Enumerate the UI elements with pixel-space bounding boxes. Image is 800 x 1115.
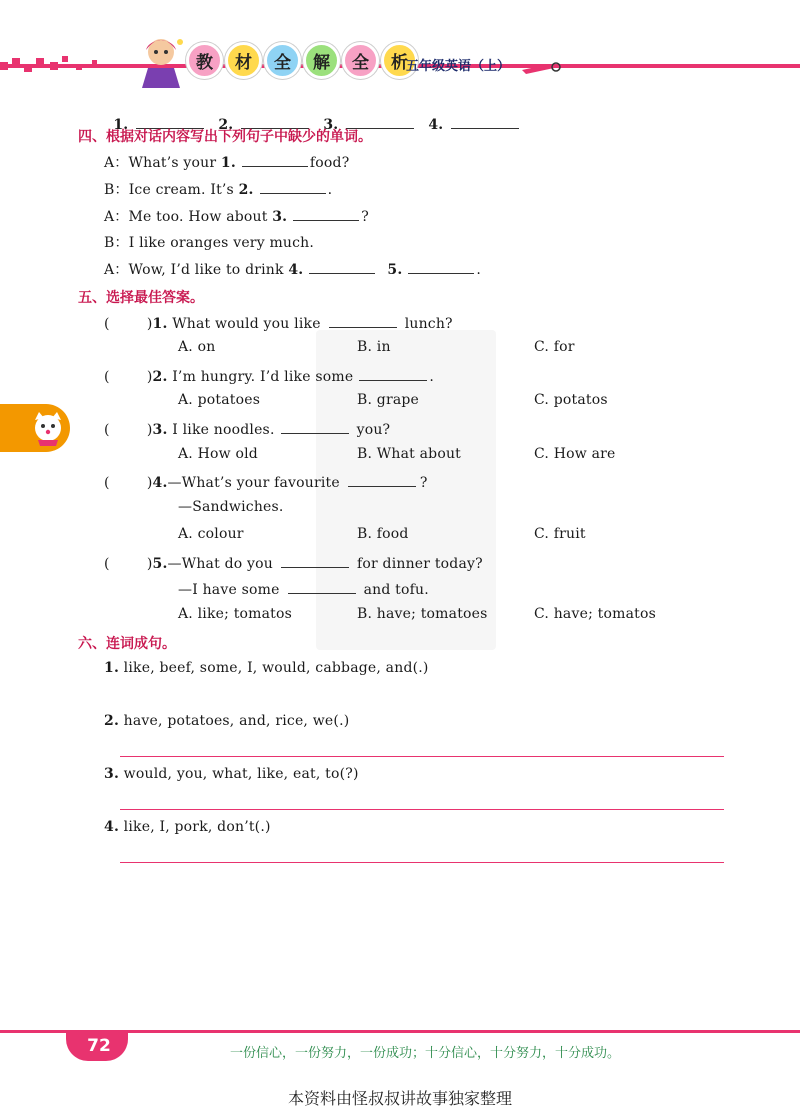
question-5-reply: —I have some and tofu. — [178, 579, 429, 598]
page-number: 72 — [87, 1036, 111, 1056]
dialogue-line: A：Me too. How about 3. ? — [104, 206, 369, 226]
answer-blank[interactable] — [242, 152, 308, 167]
dialogue-line: A：Wow, I’d like to drink 4. 5. . — [104, 259, 481, 279]
question-2: ( )2. I’m hungry. I’d like some . — [104, 366, 434, 385]
title-badge: 材 — [225, 42, 262, 79]
title-badge: 析 — [381, 42, 418, 79]
question-5: ( )5.—What do you for dinner today? — [104, 553, 483, 572]
option-c[interactable]: C. fruit — [534, 526, 586, 542]
sentence-item-3: 3. would, you, what, like, eat, to(?) — [104, 766, 359, 782]
section-4-title: 四、根据对话内容写出下列句子中缺少的单词。 — [78, 129, 372, 145]
section-5-title: 五、选择最佳答案。 — [78, 290, 204, 306]
sentence-item-4: 4. like, I, pork, don’t(.) — [104, 819, 271, 835]
sentence-item-2: 2. have, potatoes, and, rice, we(.) — [104, 713, 350, 729]
answer-paren[interactable]: ( ) — [104, 316, 153, 332]
answer-blank[interactable] — [359, 366, 427, 381]
option-b[interactable]: B. have; tomatoes — [357, 606, 488, 622]
answer-blank[interactable] — [260, 179, 326, 194]
option-a[interactable]: A. How old — [178, 446, 258, 462]
answer-paren[interactable]: ( ) — [104, 475, 153, 491]
option-b[interactable]: B. in — [357, 339, 391, 355]
cartoon-girl-icon — [136, 34, 186, 90]
answer-paren[interactable]: ( ) — [104, 369, 153, 385]
answer-blank[interactable] — [408, 259, 474, 274]
option-c[interactable]: C. How are — [534, 446, 616, 462]
answer-paren[interactable]: ( ) — [104, 556, 153, 572]
option-a[interactable]: A. potatoes — [178, 392, 261, 408]
dialogue-line: B：I like oranges very much. — [104, 235, 315, 251]
title-badge: 全 — [342, 42, 379, 79]
footer-motto: 一份信心，一份努力，一份成功；十分信心，十分努力，十分成功。 — [230, 1046, 621, 1061]
answer-blank[interactable] — [281, 419, 349, 434]
blank-number: 1. — [113, 117, 129, 133]
cartoon-cat-icon — [30, 410, 66, 446]
dialogue-line: A：What’s your 1. food? — [104, 152, 349, 172]
question-4-reply: —Sandwiches. — [178, 499, 284, 515]
title-badge: 教 — [186, 42, 223, 79]
subject-label: 五年级英语（上） — [406, 59, 511, 74]
answer-paren[interactable]: ( ) — [104, 422, 153, 438]
title-badge: 全 — [264, 42, 301, 79]
answer-blank[interactable] — [348, 472, 416, 487]
blank-number: 4. — [428, 117, 444, 133]
question-4: ( )4.—What’s your favourite ? — [104, 472, 428, 491]
answer-line[interactable] — [120, 809, 724, 810]
blank-number: 3. — [323, 117, 339, 133]
option-c[interactable]: C. potatos — [534, 392, 608, 408]
option-a[interactable]: A. on — [178, 339, 216, 355]
answer-blank[interactable] — [293, 206, 359, 221]
option-b[interactable]: B. What about — [357, 446, 461, 462]
dialogue-line: B：Ice cream. It’s 2. . — [104, 179, 332, 199]
source-note: 本资料由怪叔叔讲故事独家整理 — [287, 1089, 512, 1108]
option-b[interactable]: B. food — [357, 526, 409, 542]
answer-blank[interactable] — [281, 553, 349, 568]
answer-blank[interactable] — [288, 579, 356, 594]
answer-line[interactable] — [120, 756, 724, 757]
pen-icon — [520, 58, 562, 76]
answer-blank[interactable] — [309, 259, 375, 274]
option-c[interactable]: C. for — [534, 339, 575, 355]
option-c[interactable]: C. have; tomatos — [534, 606, 656, 622]
blank-number: 2. — [218, 117, 234, 133]
book-title-badges — [186, 42, 418, 79]
question-3: ( )3. I like noodles. you? — [104, 419, 390, 438]
section-6-title: 六、连词成句。 — [78, 636, 176, 652]
answer-blank[interactable] — [451, 114, 519, 129]
option-a[interactable]: A. like; tomatos — [178, 606, 293, 622]
sentence-item-1: 1. like, beef, some, I, would, cabbage, and(.) — [104, 660, 429, 676]
option-b[interactable]: B. grape — [357, 392, 420, 408]
option-a[interactable]: A. colour — [178, 526, 244, 542]
title-badge: 解 — [303, 42, 340, 79]
answer-blank[interactable] — [329, 313, 397, 328]
question-1: ( )1. What would you like lunch? — [104, 313, 453, 332]
answer-line[interactable] — [120, 862, 724, 863]
